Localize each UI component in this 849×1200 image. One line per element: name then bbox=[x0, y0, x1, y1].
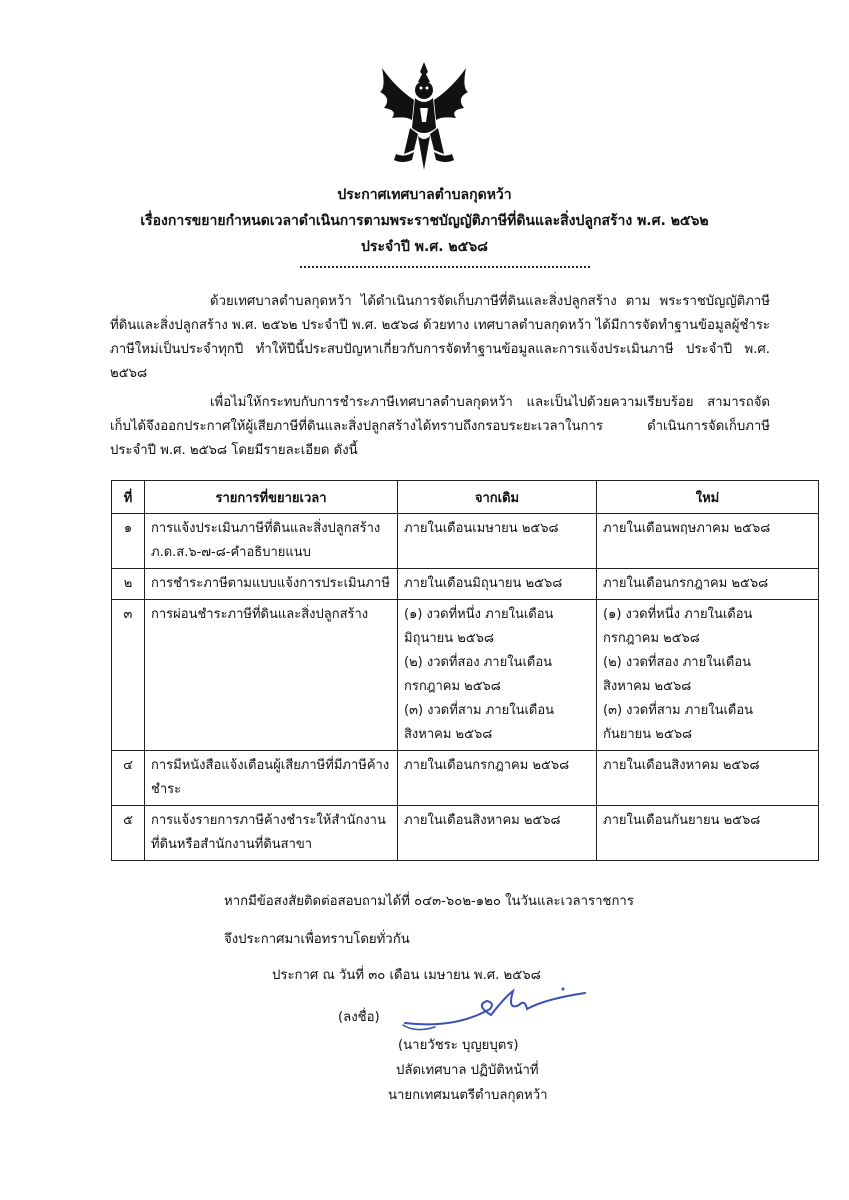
signer-position: ปลัดเทศบาล ปฏิบัติหน้าที่ bbox=[396, 1063, 539, 1078]
installment-line: กันยายน ๒๕๖๘ bbox=[603, 727, 693, 742]
row-no: ๔ bbox=[112, 751, 145, 806]
installment-line: (๓) งวดที่สาม ภายในเดือน bbox=[603, 703, 754, 718]
paragraph-2-text: เพื่อไม่ให้กระทบกับการชำระภาษีเทศบาลตำบลกุดหว้า และเป็นไปด้วยความเรียบร้อย สามารถจัดเก็บได้จึงออกประกาศให้ผู้เสียภาษีที่ดินและสิ่งปลูกสร้างได้ทราบถึงกรอบระยะเวลาในการ ดำเนินการจัดเก็บภาษี ประจำปี พ.ศ. ๒๕๖๘ โดยมีรายละเอียด ดังนี้ bbox=[110, 395, 770, 458]
row-from: ภายในเดือนสิงหาคม ๒๕๖๘ bbox=[398, 806, 597, 861]
installment-line: (๒) งวดที่สอง ภายในเดือน bbox=[603, 655, 752, 670]
announce-line: จึงประกาศมาเพื่อทราบโดยทั่วกัน bbox=[224, 932, 410, 947]
row-item: การแจ้งรายการภาษีค้างชำระให้สำนักงานที่ดินหรือสำนักงานที่ดินสาขา bbox=[145, 806, 398, 861]
row-from: ภายในเดือนมิถุนายน ๒๕๖๘ bbox=[398, 569, 597, 600]
row-no: ๒ bbox=[112, 569, 145, 600]
signer-name: (นายวัชระ บุญยบุตร) bbox=[398, 1038, 519, 1053]
row-from bbox=[398, 600, 597, 751]
announcement-year: ประจำปี พ.ศ. ๒๕๖๘ bbox=[361, 239, 488, 255]
installment-line: กรกฎาคม ๒๕๖๘ bbox=[404, 679, 501, 694]
header-from: จากเดิม bbox=[398, 481, 597, 514]
installment-line: (๓) งวดที่สาม ภายในเดือน bbox=[404, 703, 555, 718]
row-from: ภายในเดือนเมษายน ๒๕๖๘ bbox=[398, 514, 597, 569]
row-no: ๕ bbox=[112, 806, 145, 861]
garuda-emblem-icon bbox=[374, 58, 474, 176]
extension-table bbox=[111, 480, 819, 861]
row-to bbox=[597, 600, 819, 751]
table-row bbox=[112, 600, 819, 751]
installment-line: (๑) งวดที่หนึ่ง ภายในเดือน bbox=[603, 607, 753, 622]
announcement-subject: เรื่องการขยายกำหนดเวลาดำเนินการตามพระราชบัญญัติภาษีที่ดินและสิ่งปลูกสร้าง พ.ศ. ๒๕๖๒ bbox=[140, 213, 709, 229]
row-item: การมีหนังสือแจ้งเตือนผู้เสียภาษีที่มีภาษีค้างชำระ bbox=[145, 751, 398, 806]
table-header-row bbox=[112, 481, 819, 514]
row-item: การผ่อนชำระภาษีที่ดินและสิ่งปลูกสร้าง bbox=[145, 600, 398, 751]
row-to: ภายในเดือนพฤษภาคม ๒๕๖๘ bbox=[597, 514, 819, 569]
installment-line: สิงหาคม ๒๕๖๘ bbox=[603, 679, 692, 694]
row-item: การชำระภาษีตามแบบแจ้งการประเมินภาษี bbox=[145, 569, 398, 600]
row-to: ภายในเดือนสิงหาคม ๒๕๖๘ bbox=[597, 751, 819, 806]
paragraph-1 bbox=[110, 290, 770, 386]
installment-line: (๒) งวดที่สอง ภายในเดือน bbox=[404, 655, 553, 670]
contact-line: หากมีข้อสงสัยติดต่อสอบถามได้ที่ ๐๔๓-๖๐๒-๑๒๐ ในวันและเวลาราชการ bbox=[224, 894, 634, 909]
installment-line: สิงหาคม ๒๕๖๘ bbox=[404, 727, 493, 742]
table-row bbox=[112, 751, 819, 806]
paragraph-1-text: ด้วยเทศบาลตำบลกุดหว้า ได้ดำเนินการจัดเก็บภาษีที่ดินและสิ่งปลูกสร้าง ตาม พระราชบัญญัติภาษีที่ดินและสิ่งปลูกสร้าง พ.ศ. ๒๕๖๒ ประจำปี พ.ศ. ๒๕๖๘ ด้วยทาง เทศบาลตำบลกุดหว้า ได้มีการจัดทำฐานข้อมูลผู้ชำระภาษีใหม่เป็นประจำทุกปี ทำให้ปีนี้ประสบปัญหาเกี่ยวกับการจัดทำฐานข้อมูลและการแจ้งประเมินภาษี ประจำปี พ.ศ. ๒๕๖๘ bbox=[110, 294, 770, 381]
row-to: ภายในเดือนกรกฎาคม ๒๕๖๘ bbox=[597, 569, 819, 600]
signature-icon bbox=[395, 985, 595, 1035]
signer-position-acting: นายกเทศมนตรีตำบลกุดหว้า bbox=[388, 1088, 548, 1103]
installment-line: (๑) งวดที่หนึ่ง ภายในเดือน bbox=[404, 607, 554, 622]
table-row bbox=[112, 514, 819, 569]
installment-line: มิถุนายน ๒๕๖๘ bbox=[404, 631, 494, 646]
header-no: ที่ bbox=[112, 481, 145, 514]
table-row bbox=[112, 569, 819, 600]
table-row bbox=[112, 806, 819, 861]
header-to: ใหม่ bbox=[597, 481, 819, 514]
header-item: รายการที่ขยายเวลา bbox=[145, 481, 398, 514]
announcement-title: ประกาศเทศบาลตำบลกุดหว้า bbox=[337, 187, 512, 203]
installment-line: กรกฎาคม ๒๕๖๘ bbox=[603, 631, 700, 646]
row-to: ภายในเดือนกันยายน ๒๕๖๘ bbox=[597, 806, 819, 861]
row-no: ๓ bbox=[112, 600, 145, 751]
dotted-divider bbox=[300, 266, 590, 268]
date-line: ประกาศ ณ วันที่ ๓๐ เดือน เมษายน พ.ศ. ๒๕๖๘ bbox=[272, 968, 541, 983]
row-no: ๑ bbox=[112, 514, 145, 569]
sign-label: (ลงชื่อ) bbox=[338, 1010, 380, 1025]
paragraph-2 bbox=[110, 391, 770, 463]
row-item: การแจ้งประเมินภาษีที่ดินและสิ่งปลูกสร้าง ภ.ด.ส.๖-๗-๘-คำอธิบายแนบ bbox=[145, 514, 398, 569]
row-from: ภายในเดือนกรกฎาคม ๒๕๖๘ bbox=[398, 751, 597, 806]
